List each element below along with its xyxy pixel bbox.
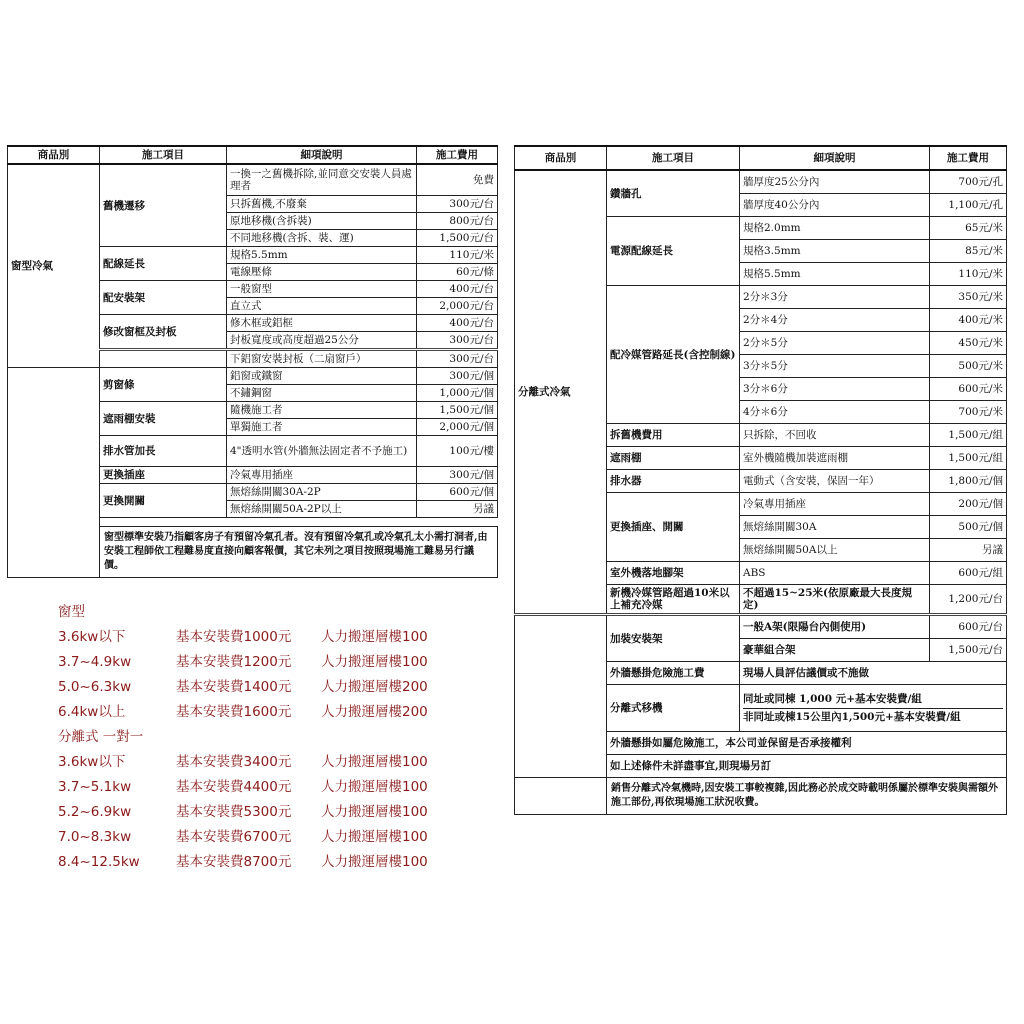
item-bracket: 加裝安裝架 <box>607 615 740 662</box>
price: 110元/米 <box>930 263 1007 286</box>
item-blank <box>100 350 227 368</box>
item-foot: 室外機落地腳架 <box>607 562 740 585</box>
detail: 不超過15~25米(依原廠最大長度規定) <box>740 585 930 615</box>
detail: 室外機隨機加裝遮雨棚 <box>740 447 930 470</box>
item-modify-frame: 修改窗框及封板 <box>100 315 227 350</box>
detail: 規格3.5mm <box>740 240 930 263</box>
item-socket-switch: 更換插座、開關 <box>607 493 740 562</box>
note-other: 如上述條件未詳盡事宜,則現場另訂 <box>607 755 1007 778</box>
detail: 無熔絲開關30A <box>740 516 930 539</box>
header-price: 施工費用 <box>417 146 498 164</box>
item-install-frame: 配安裝架 <box>100 281 227 315</box>
detail: 2分＊4分 <box>740 309 930 332</box>
price: 60元/條 <box>417 264 498 281</box>
price: 800元/台 <box>417 213 498 230</box>
split-row: 5.2~6.9kw 基本安裝費5300元 人力搬運層樓100 <box>58 804 428 820</box>
price: 1,500元/組 <box>930 447 1007 470</box>
category-split-ac: 分離式冷氣 <box>515 170 607 615</box>
item-old-move: 舊機遷移 <box>100 164 227 247</box>
price: 1,500元/台 <box>930 639 1007 662</box>
item-wiring-extension: 配線延長 <box>100 247 227 281</box>
item-cut-window: 剪窗條 <box>100 368 227 402</box>
price: 65元/米 <box>930 217 1007 240</box>
price: 300元/個 <box>417 467 498 484</box>
item-power: 電源配線延長 <box>607 217 740 286</box>
split-title: 分離式 一對一 <box>58 729 144 745</box>
price: 1,800元/個 <box>930 470 1007 493</box>
item-move: 分離式移機 <box>607 685 740 732</box>
split-row: 8.4~12.5kw 基本安裝費8700元 人力搬運層樓100 <box>58 854 428 870</box>
price: 1,000元/個 <box>417 385 498 402</box>
detail: 規格5.5mm <box>227 247 417 264</box>
detail: 下鋁窗安裝封板（二扇窗戶） <box>227 350 417 368</box>
detail: 封板寬度或高度超過25公分 <box>227 332 417 350</box>
detail: 只拆舊機,不廢棄 <box>227 196 417 213</box>
detail: 3分＊6分 <box>740 378 930 401</box>
price: 600元/台 <box>930 615 1007 639</box>
price: 600元/米 <box>930 378 1007 401</box>
window-row: 6.4kw以上 基本安裝費1600元 人力搬運層樓200 <box>58 704 428 720</box>
price: 400元/米 <box>930 309 1007 332</box>
item-drain: 排水器 <box>607 470 740 493</box>
price: 110元/米 <box>417 247 498 264</box>
header-category: 商品別 <box>8 146 100 164</box>
price: 300元/台 <box>417 350 498 368</box>
detail: 規格2.0mm <box>740 217 930 240</box>
move-other-site: 非同址或棟15公里內1,500元+基本安裝費/組 <box>743 708 1003 723</box>
price: 350元/米 <box>930 286 1007 309</box>
header-item: 施工項目 <box>100 146 227 164</box>
detail: 冷氣專用插座 <box>227 467 417 484</box>
detail: 單獨施工者 <box>227 419 417 436</box>
price: 1,200元/台 <box>930 585 1007 615</box>
price: 1,500元/個 <box>417 402 498 419</box>
price: 免費 <box>417 164 498 196</box>
price: 600元/組 <box>930 562 1007 585</box>
price: 100元/樓 <box>417 436 498 467</box>
detail: 無熔絲開關50A-2P以上 <box>227 501 417 518</box>
item-drain: 排水管加長 <box>100 436 227 467</box>
price: 300元/台 <box>417 196 498 213</box>
price: 300元/台 <box>417 332 498 350</box>
detail: 2分＊5分 <box>740 332 930 355</box>
move-same-site: 同址或同棟 1,000 元+基本安裝費/組 <box>743 693 922 705</box>
note-split-sale: 銷售分離式冷氣機時,因安裝工事較複雜,因此務必於成交時載明係屬於標準安裝與需額外施工部份,再依現場施工狀況收費。 <box>607 778 1007 815</box>
detail: 不同地移機(含拆、裝、運) <box>227 230 417 247</box>
move-desc <box>740 685 1007 732</box>
detail: 豪華組合架 <box>740 639 930 662</box>
price: 1,100元/孔 <box>930 194 1007 217</box>
detail: 隨機施工者 <box>227 402 417 419</box>
price: 2,000元/台 <box>417 298 498 315</box>
item-switch: 更換開關 <box>100 484 227 518</box>
item-new-pipe: 新機冷媒管路超過10米以上補充冷媒 <box>607 585 740 615</box>
detail: 直立式 <box>227 298 417 315</box>
detail: 鋁窗或鐵窗 <box>227 368 417 385</box>
price: 450元/米 <box>930 332 1007 355</box>
price: 700元/孔 <box>930 170 1007 194</box>
item-remove: 拆舊機費用 <box>607 424 740 447</box>
item-danger: 外牆懸掛危險施工費 <box>607 662 740 685</box>
detail: 只拆除，不回收 <box>740 424 930 447</box>
price: 1,500元/組 <box>930 424 1007 447</box>
split-row: 7.0~8.3kw 基本安裝費6700元 人力搬運層樓100 <box>58 829 428 845</box>
split-row: 3.7~5.1kw 基本安裝費4400元 人力搬運層樓100 <box>58 779 428 795</box>
spacer <box>100 518 498 527</box>
split-ac-price-table <box>514 145 1007 815</box>
header-price: 施工費用 <box>930 146 1007 170</box>
window-row: 3.6kw以下 基本安裝費1000元 人力搬運層樓100 <box>58 629 428 645</box>
item-socket: 更換插座 <box>100 467 227 484</box>
detail: 一般A架(限陽台內側使用) <box>740 615 930 639</box>
detail: 一換一之舊機拆除,並同意交安裝人員處理者 <box>227 164 417 196</box>
price: 700元/米 <box>930 401 1007 424</box>
window-note: 窗型標準安裝乃指顧客房子有預留冷氣孔者。沒有預留冷氣孔或冷氣孔太小需打洞者,由安裝工程師依工程難易度直接向顧客報價，其它未列之項目按照現場施工難易另行議價。 <box>100 527 498 578</box>
price: 400元/台 <box>417 281 498 298</box>
category-window-ac: 窗型冷氣 <box>8 164 100 368</box>
price: 85元/米 <box>930 240 1007 263</box>
window-ac-price-table <box>7 145 498 578</box>
detail: 無熔絲開關50A以上 <box>740 539 930 562</box>
detail: 4分＊6分 <box>740 401 930 424</box>
price: 另議 <box>417 501 498 518</box>
window-row: 5.0~6.3kw 基本安裝費1400元 人力搬運層樓200 <box>58 679 428 695</box>
price: 300元/個 <box>417 368 498 385</box>
detail: 3分＊5分 <box>740 355 930 378</box>
item-awning: 遮雨棚安裝 <box>100 402 227 436</box>
header-category: 商品別 <box>515 146 607 170</box>
detail: 一般窗型 <box>227 281 417 298</box>
split-row: 3.6kw以下 基本安裝費3400元 人力搬運層樓100 <box>58 754 428 770</box>
danger-desc: 現場人員評估議價或不施做 <box>740 662 1007 685</box>
price: 400元/台 <box>417 315 498 332</box>
base-fee-list <box>58 600 428 875</box>
header-detail: 細項說明 <box>740 146 930 170</box>
window-row: 3.7~4.9kw 基本安裝費1200元 人力搬運層樓100 <box>58 654 428 670</box>
detail: 電動式（含安裝，保固一年） <box>740 470 930 493</box>
item-pipe: 配冷媒管路延長(含控制線) <box>607 286 740 424</box>
detail: 冷氣專用插座 <box>740 493 930 516</box>
category-blank <box>8 368 100 578</box>
price: 500元/個 <box>930 516 1007 539</box>
detail: ABS <box>740 562 930 585</box>
detail: 修木框或鋁框 <box>227 315 417 332</box>
detail: 牆厚度25公分內 <box>740 170 930 194</box>
price: 500元/米 <box>930 355 1007 378</box>
detail: 無熔絲開關30A-2P <box>227 484 417 501</box>
detail: 不鏽鋼窗 <box>227 385 417 402</box>
price: 200元/個 <box>930 493 1007 516</box>
category-blank <box>515 615 607 778</box>
detail: 規格5.5mm <box>740 263 930 286</box>
detail: 原地移機(含拆裝) <box>227 213 417 230</box>
price: 1,500元/台 <box>417 230 498 247</box>
price: 2,000元/個 <box>417 419 498 436</box>
detail: 牆厚度40公分內 <box>740 194 930 217</box>
item-awning: 遮雨棚 <box>607 447 740 470</box>
price: 另議 <box>930 539 1007 562</box>
note-danger: 外牆懸掛如屬危險施工，本公司並保留是否承接權利 <box>607 732 1007 755</box>
header-item: 施工項目 <box>607 146 740 170</box>
header-detail: 細項說明 <box>227 146 417 164</box>
detail: 電線壓條 <box>227 264 417 281</box>
detail: 4"透明水管(外牆無法固定者不予施工) <box>227 436 417 467</box>
price: 600元/個 <box>417 484 498 501</box>
window-title: 窗型 <box>58 604 85 620</box>
item-drill: 鑽牆孔 <box>607 170 740 217</box>
detail: 2分＊3分 <box>740 286 930 309</box>
